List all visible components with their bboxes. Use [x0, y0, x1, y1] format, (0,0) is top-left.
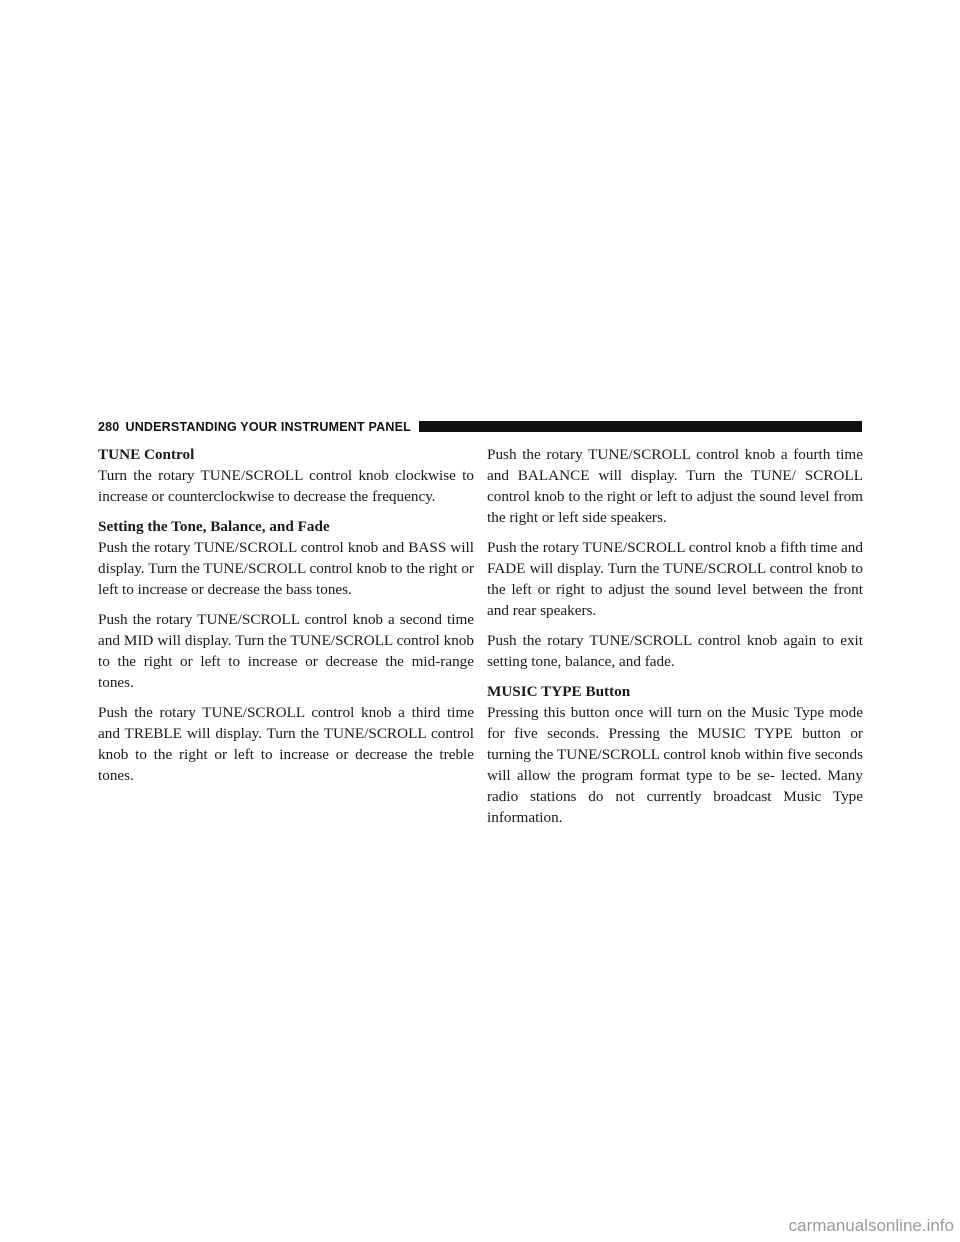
music-type-section	[487, 681, 863, 828]
tone-paragraph-treble: Push the rotary TUNE/SCROLL control knob a third time and TREBLE will display. Turn the TUNE/SCROLL control knob to the right or left to increase or decrease the treble tones.	[98, 704, 474, 784]
section-title: UNDERSTANDING YOUR INSTRUMENT PANEL	[125, 419, 411, 434]
page-header	[98, 418, 862, 435]
left-column	[98, 444, 474, 795]
music-type-heading: MUSIC TYPE Button	[487, 683, 631, 700]
right-column	[487, 444, 863, 837]
tune-control-paragraph: Turn the rotary TUNE/SCROLL control knob clockwise to increase or counterclockwise to decrease the frequency.	[98, 467, 474, 505]
tone-paragraph-fade: Push the rotary TUNE/SCROLL control knob a fifth time and FADE will display. Turn the TUNE/SCROLL control knob to the left or right to adjust the sound level between the front and rear speakers.	[487, 539, 863, 619]
tone-paragraph-balance: Push the rotary TUNE/SCROLL control knob a fourth time and BALANCE will display. Turn the TUNE/ SCROLL control knob to the right or left to adjust the sound level from the right or left side speakers.	[487, 446, 863, 526]
tune-control-heading: TUNE Control	[98, 446, 195, 463]
tone-heading: Setting the Tone, Balance, and Fade	[98, 518, 330, 535]
tone-continued-section	[487, 444, 863, 672]
watermark-link[interactable]: carmanualsonline.info	[788, 1216, 954, 1235]
page-number: 280	[98, 419, 120, 434]
tone-section	[98, 516, 474, 786]
tone-paragraph-bass: Push the rotary TUNE/SCROLL control knob and BASS will display. Turn the TUNE/SCROLL control knob to the right or left to increase or decrease the bass tones.	[98, 539, 474, 598]
tone-paragraph-exit: Push the rotary TUNE/SCROLL control knob again to exit setting tone, balance, and fade.	[487, 632, 863, 670]
tone-paragraph-mid: Push the rotary TUNE/SCROLL control knob a second time and MID will display. Turn the TUNE/SCROLL control knob to the right or left to increase or decrease the mid-range tones.	[98, 611, 474, 691]
tune-control-section	[98, 444, 474, 507]
music-type-paragraph: Pressing this button once will turn on the Music Type mode for five seconds. Pressing the MUSIC TYPE button or turning the TUNE/SCROLL control knob within five seconds will allow the program format type to be se- lected. Many radio stations do not currently broadcast Music Type information.	[487, 704, 863, 826]
header-rule	[419, 421, 862, 432]
